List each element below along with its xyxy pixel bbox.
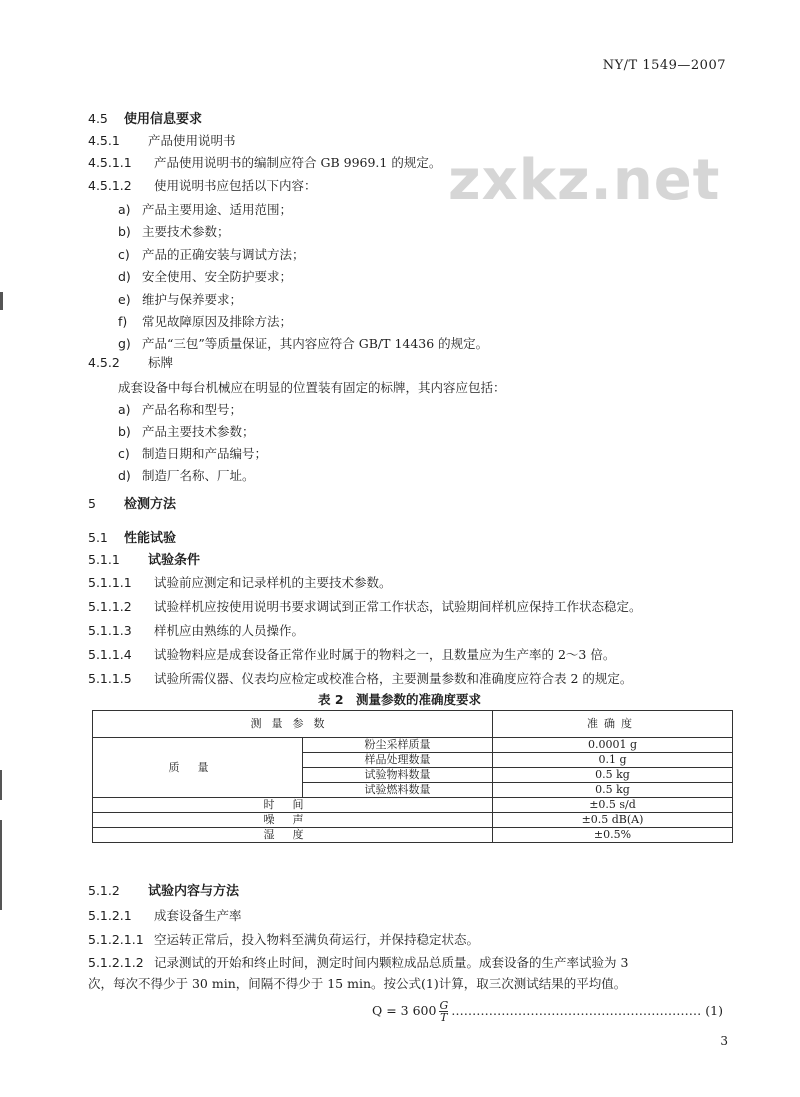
paragraph-line xyxy=(88,668,632,687)
section-heading: 使用信息要求 xyxy=(124,112,203,127)
paragraph-line xyxy=(88,973,626,992)
clause-number: 5.1.2.1.1 xyxy=(88,932,144,947)
paragraph-line xyxy=(118,311,292,330)
paragraph-line xyxy=(88,549,200,568)
clause-text: 试验物料应是成套设备正常作业时属于的物料之一，且数量应为生产率的 2～3 倍。 xyxy=(154,647,616,662)
clause-number: b) xyxy=(118,224,131,239)
clause-text: 制造厂名称、厂址。 xyxy=(142,468,255,483)
clause-number: c) xyxy=(118,446,130,461)
paragraph-line xyxy=(118,377,506,396)
table-row xyxy=(93,813,733,828)
formula-leader-dots: …………………………………………………… xyxy=(451,1003,702,1018)
table-row xyxy=(93,738,733,753)
clause-number: 5.1.1 xyxy=(88,552,120,567)
clause-text: 产品主要用途、适用范围； xyxy=(142,202,293,217)
paragraph-line xyxy=(118,399,242,418)
clause-number: 5 xyxy=(88,496,96,511)
clause-text: 常见故障原因及排除方法； xyxy=(142,314,293,329)
paragraph-line xyxy=(88,152,441,171)
clause-text: 试验样机应按使用说明书要求调试到正常工作状态，试验期间样机应保持工作状态稳定。 xyxy=(154,599,642,614)
paragraph-line xyxy=(118,443,267,462)
section-heading: 检测方法 xyxy=(124,497,177,512)
clause-text: 安全使用、安全防护要求； xyxy=(142,269,293,284)
clause-number: 5.1.1.2 xyxy=(88,599,132,614)
paragraph-line xyxy=(88,929,479,948)
formula-tag: (1) xyxy=(705,1003,723,1018)
clause-number: 4.5.1 xyxy=(88,133,120,148)
param-cell: 噪声 xyxy=(93,813,493,828)
scan-edge-mark xyxy=(0,770,2,800)
formula-numerator: G xyxy=(439,999,449,1012)
clause-text: 记录测试的开始和终止时间，测定时间内颗粒成品总质量。成套设备的生产率试验为 3 xyxy=(154,955,629,970)
clause-number: a) xyxy=(118,402,131,417)
clause-number: c) xyxy=(118,247,130,262)
param-cell: 时间 xyxy=(93,798,493,813)
accuracy-cell: 0.1 g xyxy=(493,753,733,768)
clause-text: 成套设备中每台机械应在明显的位置装有固定的标牌，其内容应包括： xyxy=(118,380,506,395)
clause-number: d) xyxy=(118,468,131,483)
paragraph-line xyxy=(88,108,202,127)
param-cell: 样品处理数量 xyxy=(303,753,493,768)
clause-number: a) xyxy=(118,202,131,217)
paragraph-line xyxy=(118,421,255,440)
paragraph-line xyxy=(88,880,239,899)
paragraph-line xyxy=(88,572,392,591)
param-cell: 湿度 xyxy=(93,828,493,843)
clause-text: 主要技术参数； xyxy=(142,224,230,239)
clause-number: 5.1.1.5 xyxy=(88,671,132,686)
clause-text: 产品使用说明书 xyxy=(148,133,236,148)
section-heading: 试验条件 xyxy=(148,553,201,568)
clause-text: 试验前应测定和记录样机的主要技术参数。 xyxy=(154,575,392,590)
clause-text: 成套设备生产率 xyxy=(154,908,242,923)
clause-text: 次，每次不得少于 30 min，间隔不得少于 15 min。按公式(1)计算，取三次测试结果的平均值。 xyxy=(88,976,627,991)
accuracy-cell: 0.5 kg xyxy=(493,768,733,783)
paragraph-line xyxy=(118,465,255,484)
clause-number: d) xyxy=(118,269,131,284)
clause-number: 5.1 xyxy=(88,530,108,545)
param-cell: 粉尘采样质量 xyxy=(303,738,493,753)
scan-edge-mark xyxy=(0,820,2,910)
clause-number: 5.1.1.4 xyxy=(88,647,132,662)
paragraph-line xyxy=(118,221,230,240)
formula-denominator: T xyxy=(440,1011,448,1024)
clause-number: f) xyxy=(118,314,128,329)
clause-number: 5.1.1.1 xyxy=(88,575,132,590)
paragraph-line xyxy=(88,527,176,546)
clause-number: 4.5.1.2 xyxy=(88,178,132,193)
formula-lhs: Q = 3 600 xyxy=(372,1003,437,1018)
formula-fraction xyxy=(439,1000,448,1023)
clause-text: 样机应由熟练的人员操作。 xyxy=(154,623,305,638)
paragraph-line xyxy=(88,596,642,615)
clause-number: 5.1.2.1.2 xyxy=(88,955,144,970)
clause-number: b) xyxy=(118,424,131,439)
table-header-row xyxy=(93,711,733,738)
scan-edge-mark xyxy=(0,292,3,310)
clause-text: 产品名称和型号； xyxy=(142,402,243,417)
accuracy-table xyxy=(92,710,733,843)
page-number: 3 xyxy=(720,1034,728,1048)
header-accuracy: 准确度 xyxy=(493,711,733,738)
clause-number: g) xyxy=(118,336,131,351)
section-heading: 性能试验 xyxy=(124,531,177,546)
clause-text: 维护与保养要求； xyxy=(142,292,243,307)
clause-text: 制造日期和产品编号； xyxy=(142,446,268,461)
param-cell: 试验物料数量 xyxy=(303,768,493,783)
section-heading: 试验内容与方法 xyxy=(148,884,240,899)
paragraph-line xyxy=(88,130,236,149)
clause-number: 5.1.2.1 xyxy=(88,908,132,923)
header-measured-parameter: 测量参数 xyxy=(93,711,493,738)
standard-number: NY/T 1549—2007 xyxy=(602,58,726,73)
clause-number: 4.5.1.1 xyxy=(88,155,132,170)
clause-text: 产品使用说明书的编制应符合 GB 9969.1 的规定。 xyxy=(154,155,442,170)
paragraph-line xyxy=(88,905,242,924)
accuracy-cell: 0.5 kg xyxy=(493,783,733,798)
clause-text: 产品主要技术参数； xyxy=(142,424,255,439)
paragraph-line xyxy=(88,620,304,639)
clause-text: 使用说明书应包括以下内容： xyxy=(154,178,317,193)
clause-number: 5.1.1.3 xyxy=(88,623,132,638)
clause-number: 5.1.2 xyxy=(88,883,120,898)
paragraph-line xyxy=(118,289,242,308)
clause-number: e) xyxy=(118,292,131,307)
paragraph-line xyxy=(88,175,317,194)
table-row xyxy=(93,828,733,843)
paragraph-line xyxy=(88,352,173,371)
paragraph-line xyxy=(88,952,628,971)
clause-text: 产品的正确安装与调试方法； xyxy=(142,247,305,262)
clause-number: 4.5 xyxy=(88,111,108,126)
paragraph-line xyxy=(118,199,292,218)
paragraph-line xyxy=(88,644,615,663)
accuracy-cell: 0.0001 g xyxy=(493,738,733,753)
clause-text: 空运转正常后，投入物料至满负荷运行，并保持稳定状态。 xyxy=(154,932,480,947)
clause-text: 产品“三包”等质量保证，其内容应符合 GB/T 14436 的规定。 xyxy=(142,336,489,351)
clause-number: 4.5.2 xyxy=(88,355,120,370)
accuracy-cell: ±0.5% xyxy=(493,828,733,843)
paragraph-line xyxy=(118,266,292,285)
paragraph-line xyxy=(118,333,488,352)
clause-text: 试验所需仪器、仪表均应检定或校准合格，主要测量参数和准确度应符合表 2 的规定。 xyxy=(154,671,633,686)
paragraph-line xyxy=(88,493,176,512)
watermark: zxkz.net xyxy=(448,148,721,213)
accuracy-cell: ±0.5 dB(A) xyxy=(493,813,733,828)
table-row xyxy=(93,798,733,813)
clause-text: 标牌 xyxy=(148,355,174,370)
param-cell: 试验燃料数量 xyxy=(303,783,493,798)
paragraph-line xyxy=(118,244,305,263)
accuracy-cell: ±0.5 s/d xyxy=(493,798,733,813)
table-caption: 表 2 测量参数的准确度要求 xyxy=(318,692,482,707)
group-cell-mass: 质量 xyxy=(93,738,303,798)
formula-1 xyxy=(372,1000,723,1023)
